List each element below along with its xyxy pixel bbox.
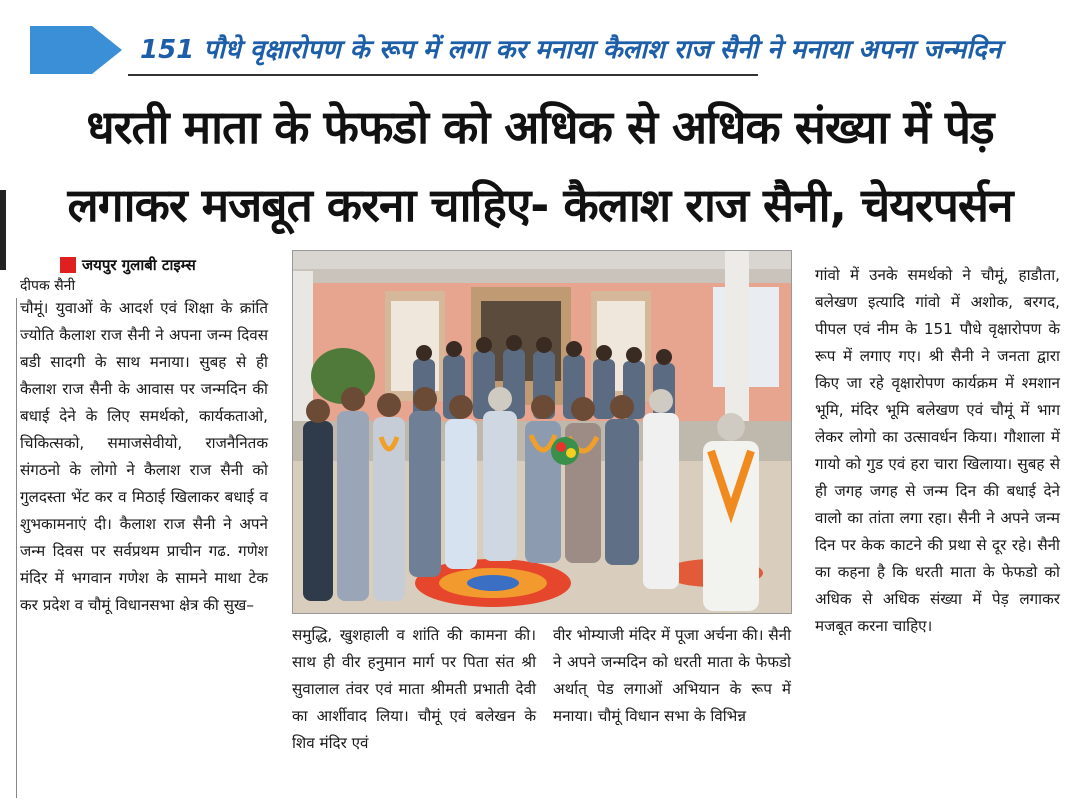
kicker-arrow-icon bbox=[30, 26, 122, 74]
byline: दीपक सैनी bbox=[20, 278, 76, 294]
column-rule bbox=[16, 298, 17, 798]
page-edge-rule bbox=[0, 190, 6, 270]
source-credit bbox=[60, 254, 196, 276]
source-square-icon bbox=[60, 257, 76, 273]
kicker-subheadline: 151 पौधे वृक्षारोपण के रूप में लगा कर मनाया कैलाश राज सैनी ने मनाया अपना जन्मदिन bbox=[140, 35, 1002, 65]
kicker-underline bbox=[128, 74, 758, 76]
article-column-1: चौमूं। युवाओं के आदर्श एवं शिक्षा के क्रांति ज्योति कैलाश राज सैनी ने अपना जन्म दिवस बडी सादगी के साथ मनाया। सुबह से ही कैलाश राज सैनी के आवास पर जन्मदिन की बधाई देने के लिए समर्थको, कार्यकताओ, चिकित्सको, समाजसेवीयो, राजनैनितक संगठनो के लोगो ने कैलाश राज सैनी को गुलदस्ता भेंट कर व मिठाई खिलाकर बधाई व शुभकामनाएं दी। कैलाश राज सैनी ने अपने जन्म दिवस पर सर्वप्रथम प्राचीन गढ. गणेश मंदिर में भगवान गणेश के सामने माथा टेक कर प्रदेश व चौमूं विधानसभा क्षेत्र की सुख– bbox=[20, 299, 268, 614]
news-photo bbox=[292, 250, 792, 614]
headline-line-2: लगाकर मजबूत करना चाहिए- कैलाश राज सैनी, चेयरपर्सन bbox=[67, 178, 1013, 232]
article-column-2: समुद्धि, खुशहाली व शांति की कामना की। साथ ही वीर हनुमान मार्ग पर पिता संत श्री सुवालाल तंवर एवं माता श्रीमती प्रभाती देवी का आर्शीवाद लिया। चौमूं एवं बलेखन के शिव मंदिर एवं bbox=[292, 626, 536, 752]
headline-line-1: धरती माता के फेफडो को अधिक से अधिक संख्या में पेड़ bbox=[86, 100, 994, 154]
article-column-3: वीर भोम्याजी मंदिर में पूजा अर्चना की। सैनी ने अपने जन्मदिन को धरती माता के फेफडो अर्थात् पेड लगाओं अभियान के रूप में मनाया। चौमूं विधान सभा के विभिन्न bbox=[553, 626, 791, 725]
article-column-4: गांवो में उनके समर्थको ने चौमूं, हाडौता, बलेखण इत्यादि गांवो में अशोक, बरगद, पीपल एवं नीम के 151 पौधे वृक्षारोपण के रूप में लगाए गए। श्री सैनी ने जनता द्वारा किए जा रहे वृक्षारोपण कार्यक्रम में श्मशान भूमि, मंदिर भूमि बलेखण एवं चौमूं में भाग लेकर लोगो का उत्सावर्धन किया। गौशाला में गायो को गुड एवं हरा चारा खिलाया। सुबह से ही जगह जगह से जन्म दिन की बधाई देने वालो का तांता लगा रहा। सैनी ने अपने जन्म दिन पर केक काटने की प्रथा से दूर रहे। सैनी का कहना है कि धरती माता के फेफडो को अधिक से अधिक संख्या में पेड़ लगाकर मजबूत करना चाहिए। bbox=[815, 266, 1060, 635]
source-name: जयपुर गुलाबी टाइम्स bbox=[82, 256, 196, 274]
group-photo-illustration bbox=[293, 251, 791, 613]
